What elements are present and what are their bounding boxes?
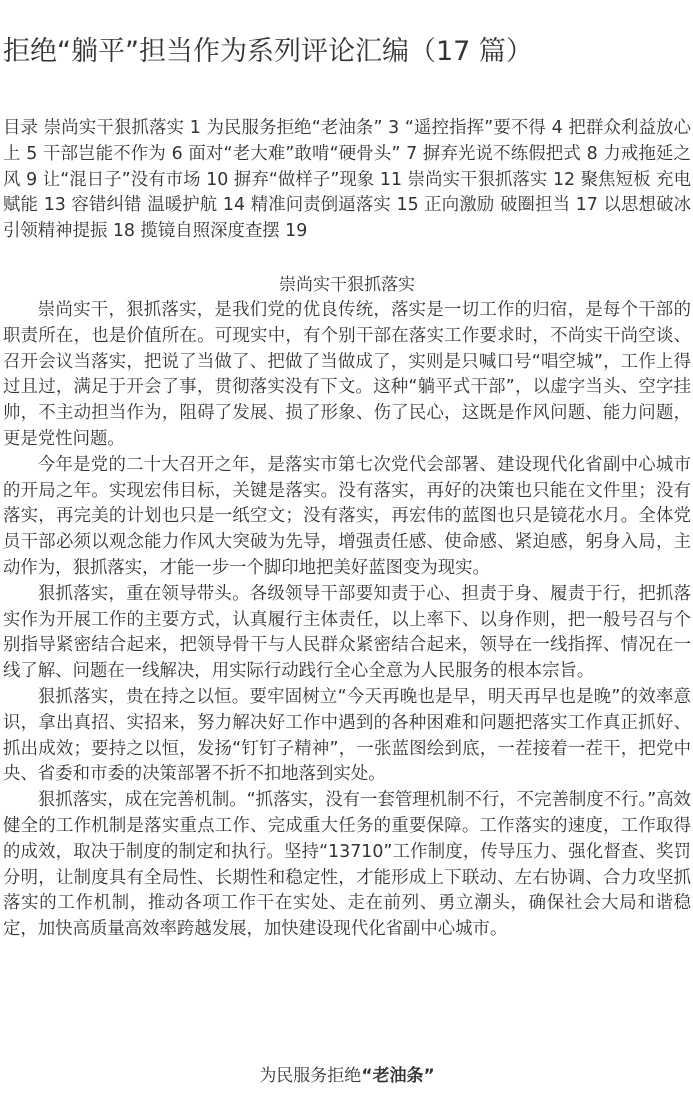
table-of-contents: 目录 崇尚实干狠抓落实 1 为民服务拒绝“老油条” 3 “遥控指挥”要不得 4 把群众利益放心上 5 干部岂能不作为 6 面对“老大难”敢啃“硬骨头” 7 摒弃光说不练假把式 8 力戒拖延之风 9 让“混日子”没有市场 10 摒弃“做样子”现象 11 崇尚实干狠抓落实 12 聚焦短板 充电赋能 13 容错纠错 温暖护航 14 精准问责倒逼落实 15 正向激励 破圈担当 17 以思想破冰引领精神提振 18 揽镜自照深度查摆 19 xyxy=(3,118,691,242)
next-section-heading xyxy=(3,1063,691,1089)
paragraph-5: 狠抓落实，成在完善机制。“抓落实，没有一套管理机制不行，不完善制度不行。”高效健全的工作机制是落实重点工作、完成重大任务的重要保障。工作落实的速度，工作取得的成效，取决于制度的制定和执行。坚持“13710”工作制度，传导压力、强化督查、奖罚分明，让制度具有全局性、长期性和稳定性，才能形成上下联动、左右协调、合力攻坚抓落实的工作机制，推动各项工作干在实处、走在前列、勇立潮头，确保社会大局和谐稳定，加快高质量高效率跨越发展，加快建设现代化省副中心城市。 xyxy=(3,790,691,940)
paragraph-3: 狠抓落实，重在领导带头。各级领导干部要知责于心、担责于身、履责于行，把抓落实作为开展工作的主要方式，认真履行主体责任，以上率下、以身作则，把一般号召与个别指导紧密结合起来，把领导骨干与人民群众紧密结合起来，领导在一线指挥、情况在一线了解、问题在一线解决，用实际行动践行全心全意为人民服务的根本宗旨。 xyxy=(3,583,691,682)
next-heading-text: 为民服务拒绝 xyxy=(259,1066,362,1086)
document-title: 拒绝“躺平”担当作为系列评论汇编（17 篇） xyxy=(3,36,533,67)
section-heading: 崇尚实干狠抓落实 xyxy=(279,275,415,295)
next-heading-quote: “老油条” xyxy=(361,1066,435,1086)
paragraph-1: 崇尚实干，狠抓落实，是我们党的优良传统，落实是一切工作的归宿，是每个干部的职责所在，也是价值所在。可现实中，有个别干部在落实工作要求时，不尚实干尚空谈、召开会议当落实，把说了当做了、把做了当做成了，实则是只喊口号“唱空城”，工作上得过且过，满足于开会了事，贯彻落实没有下文。这种“躺平式干部”，以虚字当头、空字挂帅，不主动担当作为，阻碍了发展、损了形象、伤了民心，这既是作风问题、能力问题，更是党性问题。 xyxy=(3,300,691,449)
article-section xyxy=(3,272,691,943)
paragraph-2: 今年是党的二十大召开之年，是落实市第七次党代会部署、建设现代化省副中心城市的开局之年。实现宏伟目标，关键是落实。没有落实，再好的决策也只能在文件里；没有落实，再完美的计划也只是一纸空文；没有落实，再宏伟的蓝图也只是镜花水月。全体党员干部必须以观念能力作风大突破为先导，增强责任感、使命感、紧迫感，躬身入局，主动作为，狠抓落实，才能一步一个脚印地把美好蓝图变为现实。 xyxy=(3,454,691,578)
paragraph-4: 狠抓落实，贵在持之以恒。要牢固树立“今天再晚也是早，明天再早也是晚”的效率意识，拿出真招、实招来，努力解决好工作中遇到的各种困难和问题把落实工作真正抓好、抓出成效；要持之以恒，发扬“钉钉子精神”，一张蓝图绘到底，一茬接着一茬干，把党中央、省委和市委的决策部署不折不扣地落到实处。 xyxy=(3,686,691,785)
